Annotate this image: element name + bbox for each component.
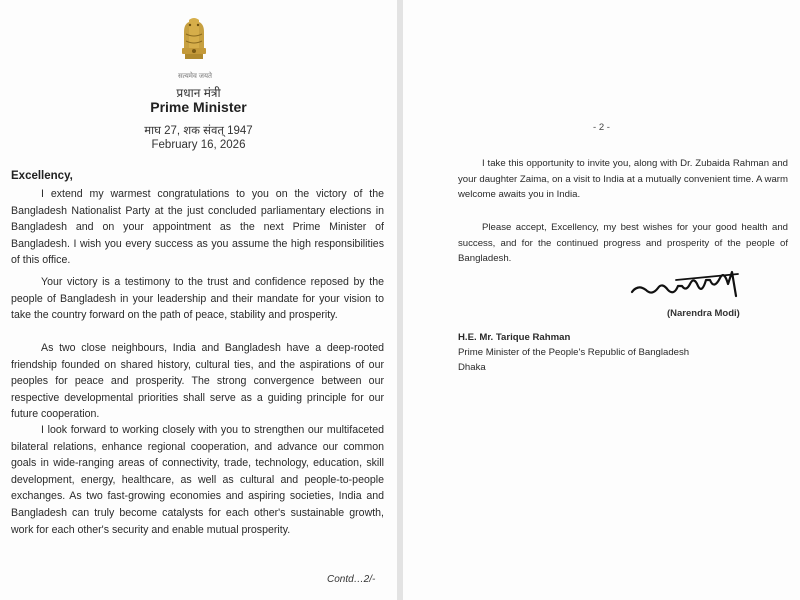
state-emblem-icon — [172, 14, 216, 62]
letter-date-hindi: माघ 27, शक संवत् 1947 — [144, 125, 253, 137]
letter-date: February 16, 2026 — [151, 139, 246, 151]
emblem-motto: सत्यमेव जयते — [177, 73, 213, 80]
paragraph-invitation: I take this opportunity to invite you, along with Dr. Zubaida Rahman and your daughter Zaima, on a visit to India at a mutually convenient time. A warm welcome awaits you in India. — [458, 158, 788, 201]
paragraph-cooperation: I look forward to working closely with you to strengthen our multifaceted bilateral relations, enhance regional cooperation, and advance our common goals in wide-ranging areas of connectivity, trade, technology, education, skill development, energy, healthcare, as well as cultural and people-to-people exchanges. As two fast-growing economies and aspiring societies, India and Bangladesh can truly become catalysts for each other's sustainable growth, work for each other's security and enable mutual prosperity. — [11, 424, 384, 536]
letter-page-1 — [0, 0, 397, 600]
paragraph-congratulations: I extend my warmest congratulations to you on the victory of the Bangladesh Nationalist Party at the just concluded parliamentary elections in Bangladesh and on your appointment as the next Prime Minister of Bangladesh. I wish you every success as you assume the high responsibilities of this office. — [11, 188, 384, 267]
addressee-city: Dhaka — [458, 362, 486, 373]
salutation: Excellency, — [11, 170, 73, 182]
addressee-title: Prime Minister of the People's Republic of Bangladesh — [458, 347, 690, 358]
paragraph-closing: Please accept, Excellency, my best wishes for your good health and success, and for the continued progress and prosperity of the people of Bangladesh. — [458, 222, 788, 265]
addressee-name: H.E. Mr. Tarique Rahman — [458, 332, 571, 343]
signatory-name: (Narendra Modi) — [667, 308, 740, 319]
office-title: Prime Minister — [150, 99, 247, 115]
continued-note: Contd…2/- — [327, 574, 376, 585]
page-number: - 2 - — [593, 122, 610, 133]
letter-page-2 — [403, 0, 800, 600]
office-title-hindi: प्रधान मंत्री — [176, 86, 221, 100]
handwritten-signature — [628, 262, 748, 304]
paragraph-friendship: As two close neighbours, India and Bangladesh have a deep-rooted friendship founded on shared history, cultural ties, and the aspirations of our peoples for peace and prosperity. The strong convergence between our respective developmental priorities shall serve as a guiding principle for our future cooperation. — [11, 342, 384, 421]
paragraph-victory: Your victory is a testimony to the trust and confidence reposed by the people of Bangladesh in your leadership and their mandate for your vision to take the country forward on the path of peace, stability and prosperity. — [11, 276, 384, 322]
